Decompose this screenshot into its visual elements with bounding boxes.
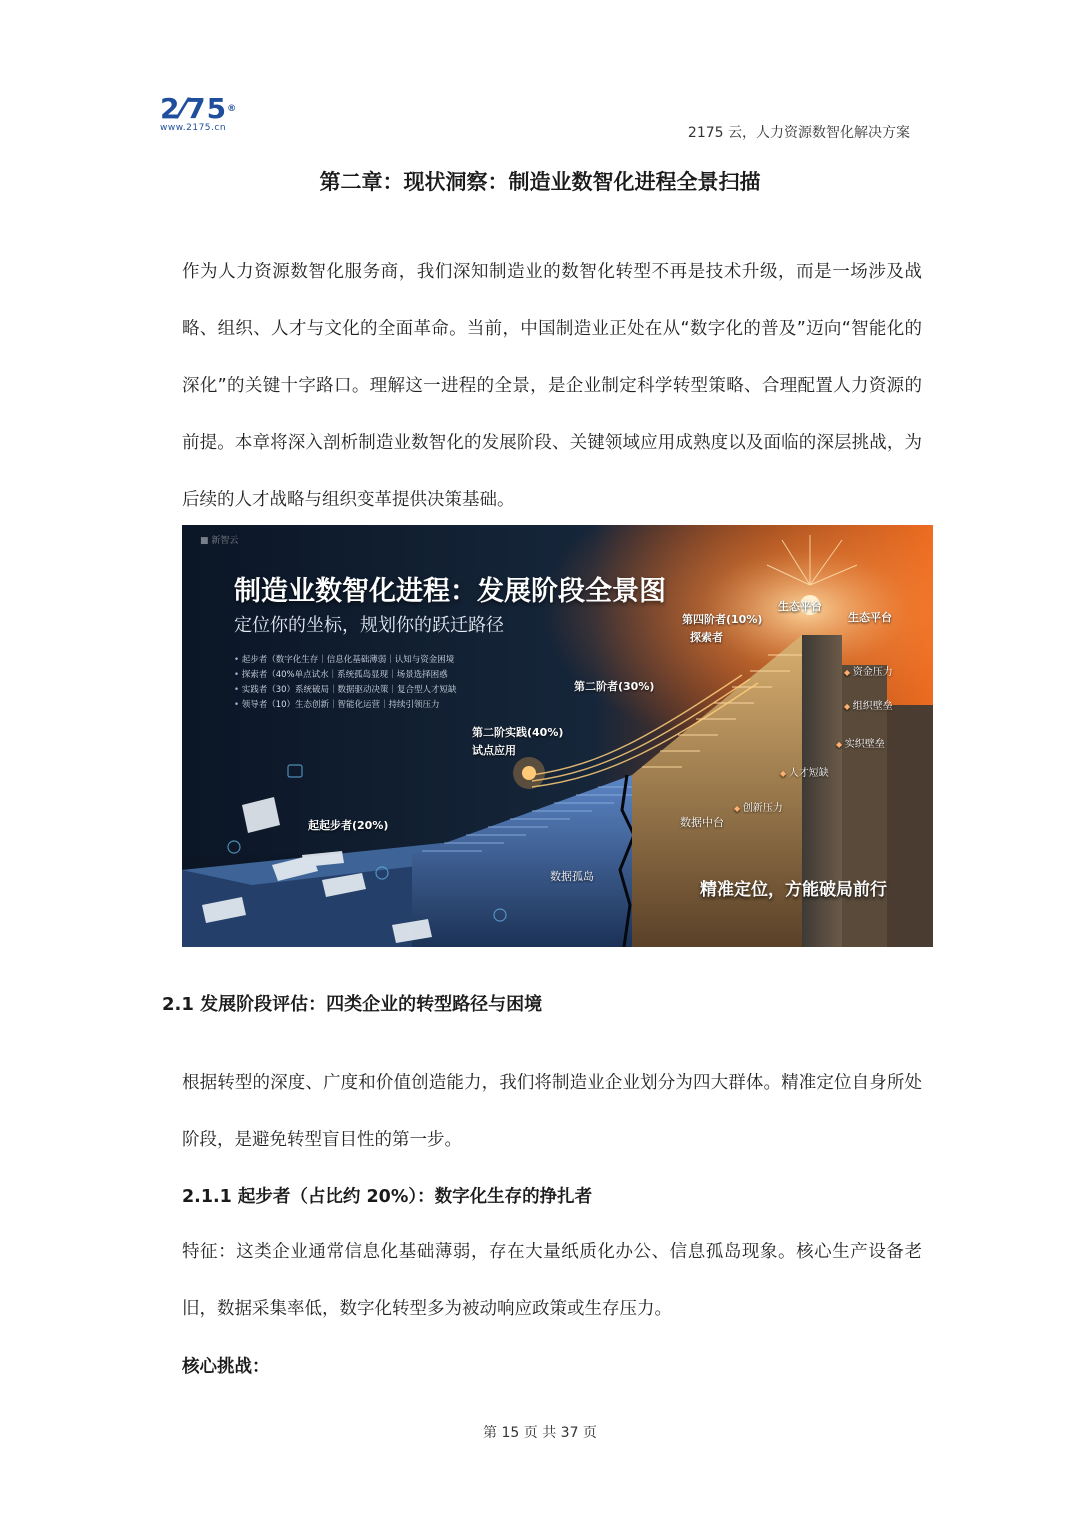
stage-2-label: 第二阶实践(40%) — [472, 726, 564, 739]
intro-paragraph: 作为人力资源数智化服务商，我们深知制造业的数智化转型不再是技术升级，而是一场涉及战略、组织、人才与文化的全面革命。当前，中国制造业正处在从“数字化的普及”迈向“智能化的深化”的关键十字路口。理解这一进程的全景，是企业制定科学转型策略、合理配置人力资源的前提。本章将深入剖析制造业数智化的发展阶段、关键领域应用成熟度以及面临的深层挑战，为后续的人才战略与组织变革提供决策基础。 — [182, 262, 922, 510]
logo-mark: 2⁄75® — [160, 92, 238, 125]
logo-url: www.2175.cn — [160, 123, 227, 133]
pressure-funding: ◆ 资金压力 — [844, 663, 893, 678]
section-title: 2.1 发展阶段评估：四类企业的转型路径与困境 — [162, 994, 543, 1015]
stage-4-label: 第四阶者(10%) — [682, 613, 763, 626]
stage-1-label: 起起步者(20%) — [308, 819, 389, 832]
chapter-title: 第二章：现状洞察：制造业数智化进程全景扫描 — [319, 170, 761, 194]
top-label-2: 生态平台 — [848, 611, 892, 624]
feature-paragraph: 特征：这类企业通常信息化基础薄弱，存在大量纸质化办公、信息孤岛现象。核心生产设备老旧，数据采集率低，数字化转型多为被动响应政策或生存压力。 — [182, 1242, 922, 1319]
figure-bullet: • 探索者（40%单点试水｜系统孤岛显现｜场景选择困惑 — [234, 668, 457, 683]
top-label-1: 生态平台 — [778, 600, 822, 613]
figure-watermark: ■ 新智云 — [200, 536, 239, 546]
pressure-innovation: ◆ 创新压力 — [734, 799, 783, 814]
stage-4-sublabel: 探索者 — [690, 631, 723, 644]
pressure-talent: ◆ 人才短缺 — [780, 764, 829, 779]
figure-bullet: • 领导者（10）生态创新｜智能化运营｜持续引领压力 — [234, 698, 457, 713]
core-challenge-heading: 核心挑战： — [182, 1357, 270, 1377]
data-middle-label: 数据中台 — [680, 816, 724, 829]
figure-subtitle: 定位你的坐标，规划你的跃迁路径 — [234, 615, 504, 636]
stage-3-label: 第二阶者(30%) — [574, 680, 655, 693]
subsection-title: 2.1.1 起步者（占比约 20%）：数字化生存的挣扎者 — [182, 1187, 593, 1207]
figure-tagline: 精准定位，方能破局前行 — [700, 880, 887, 900]
company-logo — [160, 94, 237, 133]
figure-bullet: • 实践者（30）系统破局｜数据驱动决策｜复合型人才短缺 — [234, 683, 457, 698]
figure-title: 制造业数智化进程：发展阶段全景图 — [234, 576, 666, 607]
stage-2-sublabel: 试点应用 — [472, 744, 516, 757]
stage-infographic — [182, 525, 933, 947]
data-island-label: 数据孤岛 — [550, 870, 594, 883]
pressure-impl-barrier: ◆ 实织壁垒 — [836, 735, 885, 750]
header-tagline: 2175 云，人力资源数智化解决方案 — [687, 125, 910, 141]
section-paragraph: 根据转型的深度、广度和价值创造能力，我们将制造业企业划分为四大群体。精准定位自身所处阶段，是避免转型盲目性的第一步。 — [182, 1073, 922, 1150]
pressure-org-barrier: ◆ 组织壁垒 — [844, 697, 893, 712]
figure-bullet-list — [234, 653, 457, 713]
page-number: 第 15 页 共 37 页 — [483, 1425, 597, 1441]
figure-bullet: • 起步者（数字化生存｜信息化基础薄弱｜认知与资金困境 — [234, 653, 457, 668]
